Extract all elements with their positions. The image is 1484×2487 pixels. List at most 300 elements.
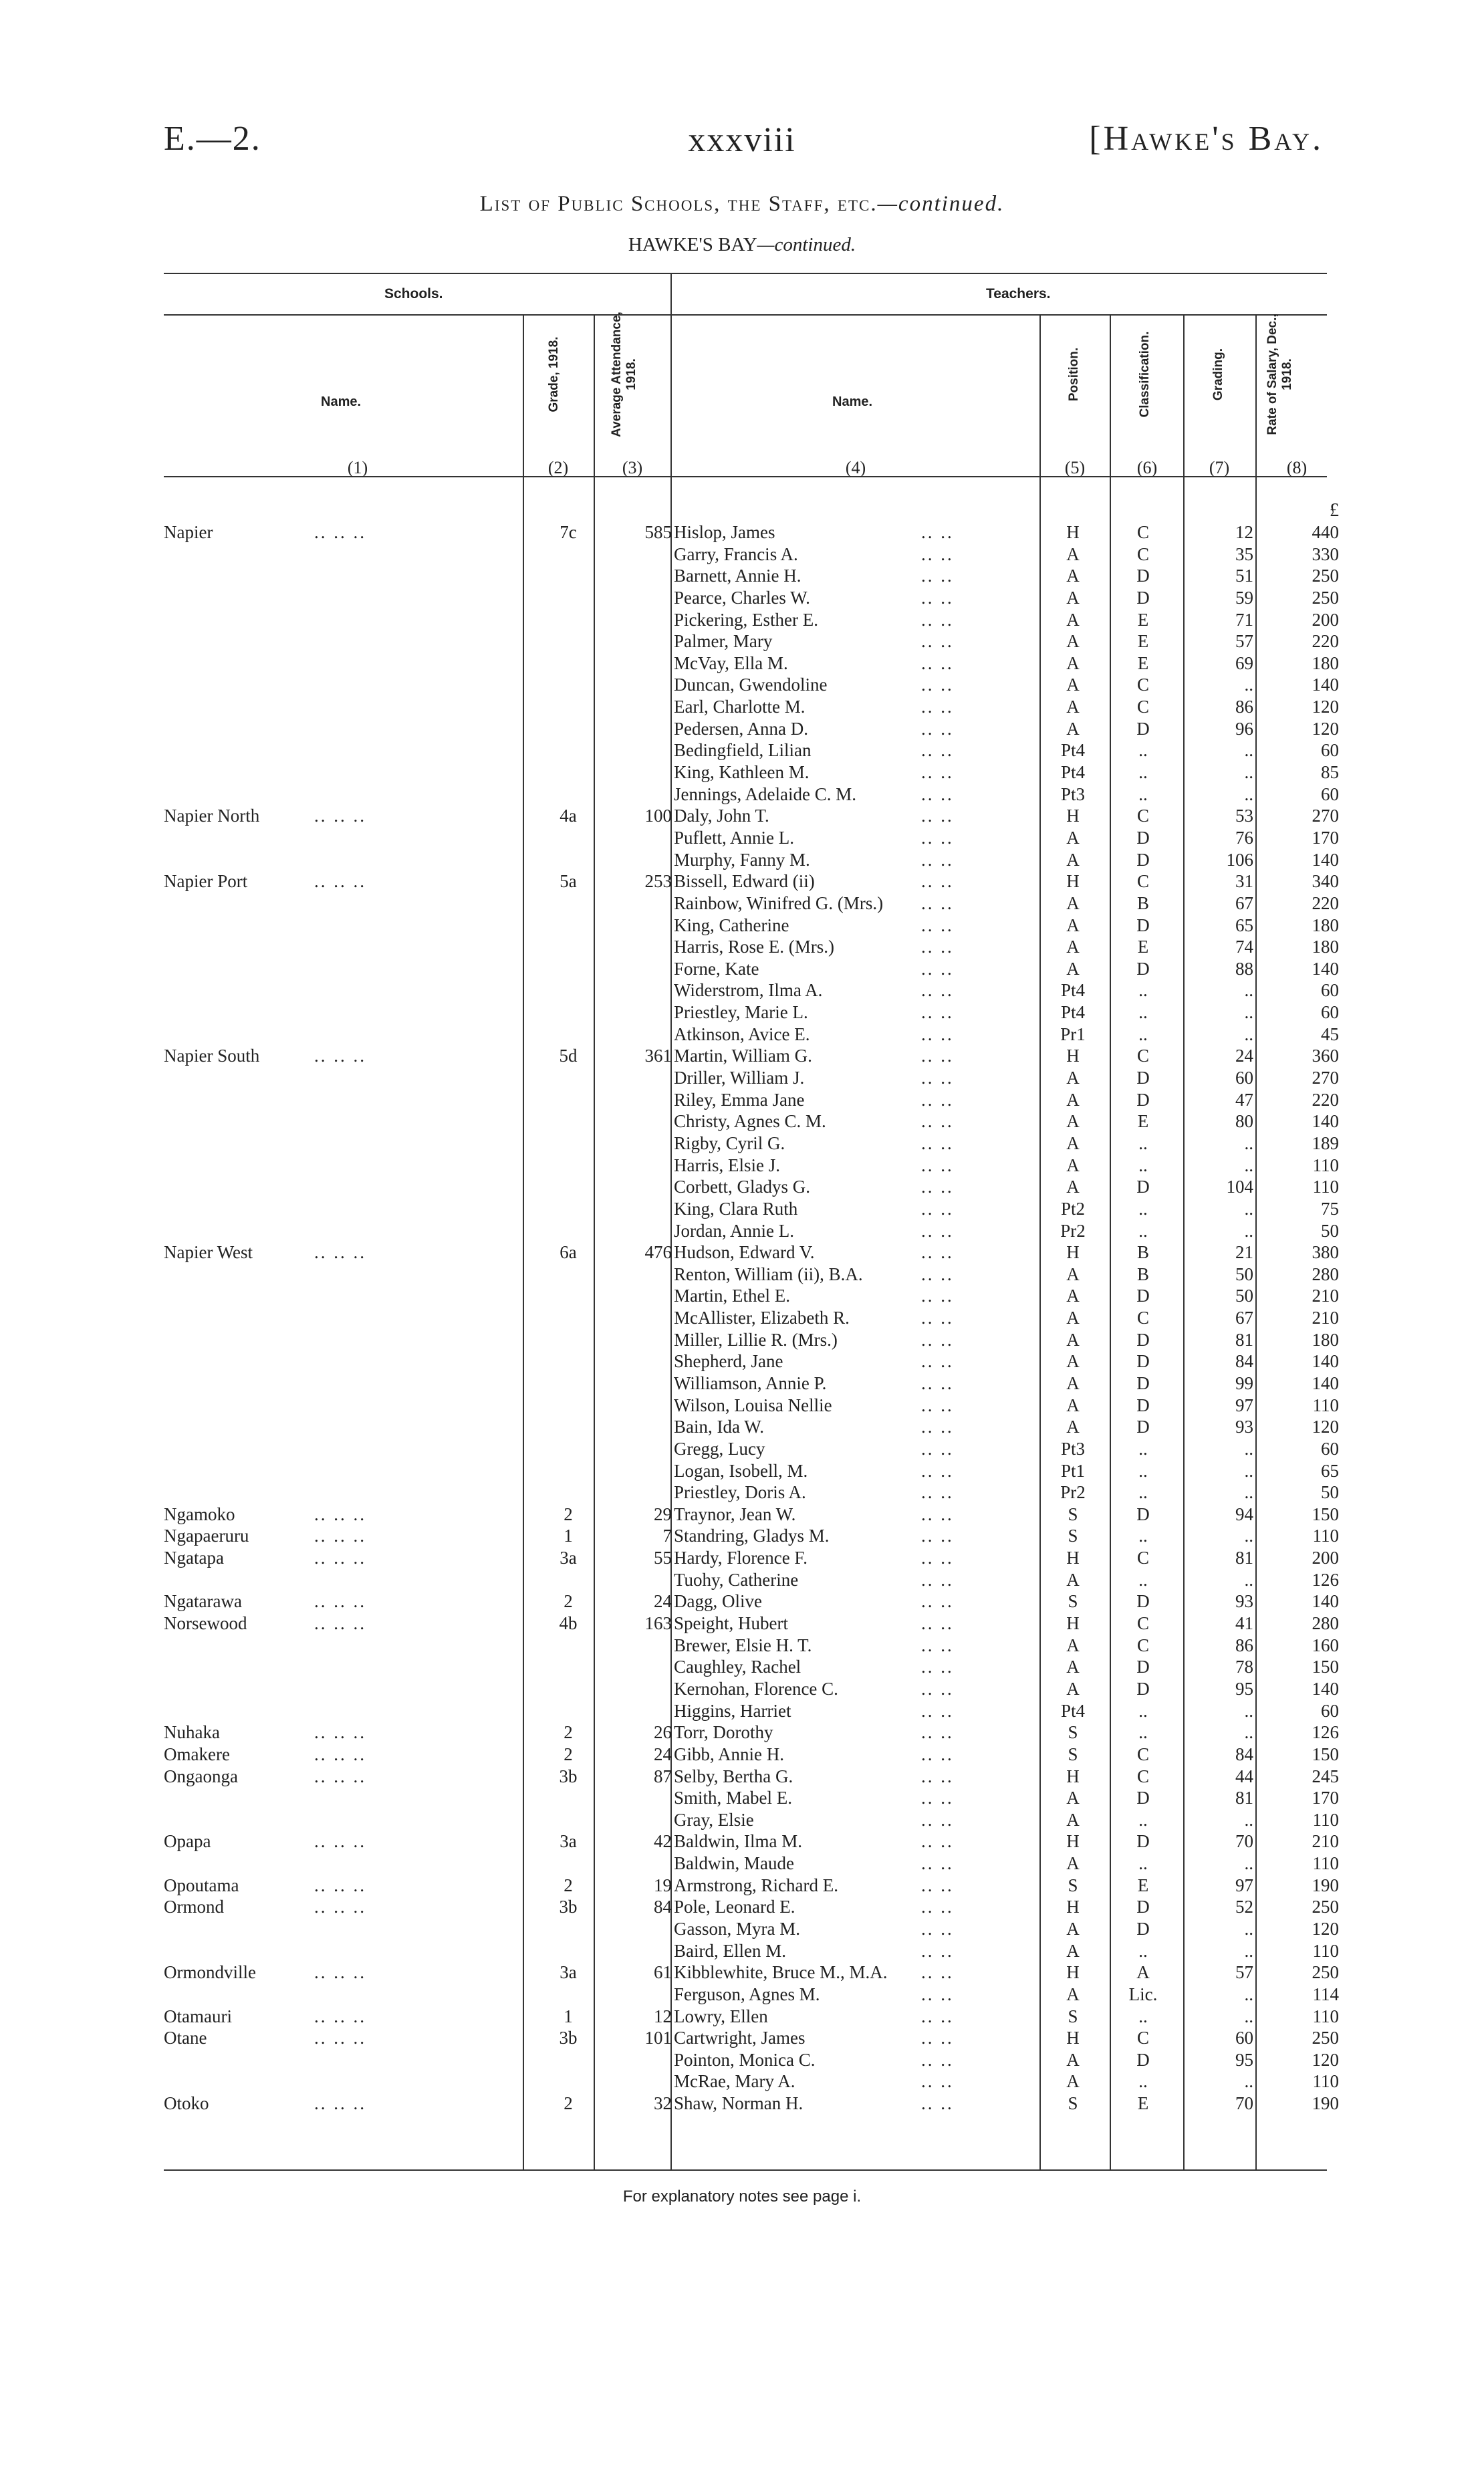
teacher-grading: 65 bbox=[1235, 915, 1253, 935]
teacher-salary: 270 bbox=[1312, 806, 1339, 826]
table-row bbox=[0, 1918, 1484, 1940]
teacher-salary: 110 bbox=[1312, 1940, 1339, 1961]
school-attendance: 24 bbox=[654, 1744, 672, 1764]
teacher-position: A bbox=[1066, 1155, 1080, 1175]
leader-dots: .. .. bbox=[921, 958, 954, 979]
table-row bbox=[0, 1984, 1484, 2006]
leader-dots: .. .. bbox=[921, 697, 954, 717]
teacher-grading: 94 bbox=[1235, 1504, 1253, 1524]
table-row bbox=[0, 1395, 1484, 1417]
teacher-position: Pt4 bbox=[1060, 762, 1086, 783]
leader-dots: .. .. bbox=[921, 1482, 954, 1503]
subheader-rule bbox=[164, 314, 1327, 316]
teacher-position: A bbox=[1066, 1308, 1080, 1328]
leader-dots: .. .. bbox=[921, 1220, 954, 1241]
school-name: Opoutama bbox=[164, 1875, 239, 1895]
teacher-classification: .. bbox=[1138, 1155, 1148, 1175]
teacher-name: Daly, John T. bbox=[674, 806, 769, 826]
leader-dots: .. .. bbox=[921, 675, 954, 695]
teacher-grading: 44 bbox=[1235, 1766, 1253, 1786]
teacher-classification: C bbox=[1136, 2028, 1149, 2048]
teacher-classification: C bbox=[1136, 697, 1149, 717]
school-name: Norsewood bbox=[164, 1613, 247, 1634]
teacher-position: A bbox=[1066, 1068, 1080, 1088]
teacher-salary: 75 bbox=[1321, 1198, 1339, 1219]
table-row bbox=[0, 1264, 1484, 1286]
col-number: (5) bbox=[1064, 458, 1086, 477]
teacher-salary: 220 bbox=[1312, 1089, 1339, 1110]
teacher-classification: B bbox=[1136, 893, 1149, 913]
teacher-name: Torr, Dorothy bbox=[674, 1722, 773, 1743]
teacher-name: Pearce, Charles W. bbox=[674, 587, 810, 608]
teacher-salary: 250 bbox=[1312, 587, 1339, 608]
table-row bbox=[0, 1438, 1484, 1460]
teacher-salary: 250 bbox=[1312, 566, 1339, 586]
teacher-grading: 57 bbox=[1235, 631, 1253, 652]
teacher-position: A bbox=[1066, 1940, 1080, 1961]
teacher-grading: 69 bbox=[1235, 653, 1253, 673]
leader-dots: .. .. bbox=[921, 1308, 954, 1328]
teacher-classification: .. bbox=[1138, 1438, 1148, 1459]
teacher-classification: .. bbox=[1138, 740, 1148, 761]
leader-dots: .. .. bbox=[921, 2006, 954, 2026]
teacher-name: Gregg, Lucy bbox=[674, 1438, 765, 1459]
teacher-salary: 190 bbox=[1312, 2093, 1339, 2114]
teacher-classification: D bbox=[1136, 1897, 1150, 1917]
teacher-classification: D bbox=[1136, 1417, 1150, 1437]
teacher-salary: 120 bbox=[1312, 1919, 1339, 1939]
leader-dots: .. .. bbox=[921, 1373, 954, 1393]
table-row bbox=[0, 1067, 1484, 1089]
teacher-name: Kernohan, Florence C. bbox=[674, 1678, 838, 1699]
teacher-salary: 330 bbox=[1312, 544, 1339, 564]
teacher-name: Higgins, Harriet bbox=[674, 1700, 791, 1721]
school-grade: 1 bbox=[564, 2006, 573, 2026]
teacher-grading: .. bbox=[1244, 1155, 1253, 1175]
leader-dots: .. .. bbox=[921, 849, 954, 870]
teacher-classification: D bbox=[1136, 2049, 1150, 2070]
teacher-position: H bbox=[1066, 1046, 1080, 1066]
teacher-name: Smith, Mabel E. bbox=[674, 1788, 792, 1808]
school-grade: 3a bbox=[560, 1548, 577, 1568]
teacher-name: Logan, Isobell, M. bbox=[674, 1460, 808, 1481]
teacher-classification: D bbox=[1136, 1351, 1150, 1372]
teacher-classification: C bbox=[1136, 1766, 1149, 1786]
teacher-position: A bbox=[1066, 958, 1080, 979]
leader-dots: .. .. bbox=[921, 1329, 954, 1350]
school-grade: 4a bbox=[560, 806, 577, 826]
teacher-salary: 160 bbox=[1312, 1635, 1339, 1655]
teacher-position: Pt2 bbox=[1060, 1198, 1086, 1219]
teacher-classification: D bbox=[1136, 849, 1150, 870]
leader-dots: .. .. bbox=[921, 871, 954, 892]
teacher-classification: Lic. bbox=[1128, 1984, 1158, 2004]
school-name: Opapa bbox=[164, 1831, 211, 1852]
teacher-salary: 245 bbox=[1312, 1766, 1339, 1786]
teacher-classification: A bbox=[1136, 1962, 1150, 1983]
teacher-salary: 120 bbox=[1312, 718, 1339, 739]
teacher-salary: 110 bbox=[1312, 2006, 1339, 2026]
teacher-name: Hislop, James bbox=[674, 522, 775, 542]
teacher-grading: 95 bbox=[1235, 2049, 1253, 2070]
leader-dots: .. .. .. bbox=[314, 1526, 366, 1546]
leader-dots: .. .. bbox=[921, 1417, 954, 1437]
teacher-grading: .. bbox=[1244, 1133, 1253, 1153]
table-row bbox=[0, 1590, 1484, 1613]
teacher-salary: 140 bbox=[1312, 849, 1339, 870]
teacher-classification: B bbox=[1136, 1264, 1149, 1284]
grade-header: Grade, 1918. bbox=[547, 336, 561, 412]
school-name: Napier Port bbox=[164, 871, 248, 892]
teacher-grading: .. bbox=[1244, 1482, 1253, 1503]
teacher-name: King, Clara Ruth bbox=[674, 1198, 798, 1219]
classification-header: Classification. bbox=[1138, 331, 1152, 418]
teacher-grading: .. bbox=[1244, 1853, 1253, 1874]
leader-dots: .. .. bbox=[921, 1919, 954, 1939]
teacher-grading: .. bbox=[1244, 1569, 1253, 1590]
teacher-position: Pt1 bbox=[1060, 1460, 1086, 1481]
teacher-classification: D bbox=[1136, 1678, 1150, 1699]
school-grade: 5d bbox=[559, 1046, 578, 1066]
teacher-classification: B bbox=[1136, 1242, 1149, 1263]
school-name: Omakere bbox=[164, 1744, 230, 1764]
leader-dots: .. .. bbox=[921, 1940, 954, 1961]
col-number: (8) bbox=[1286, 458, 1308, 477]
teacher-grading: 67 bbox=[1235, 1308, 1253, 1328]
table-row bbox=[0, 1787, 1484, 1809]
teacher-salary: 140 bbox=[1312, 675, 1339, 695]
teacher-name: Forne, Kate bbox=[674, 958, 759, 979]
teacher-name: Jennings, Adelaide C. M. bbox=[674, 784, 856, 804]
table-row bbox=[0, 1830, 1484, 1853]
table-row bbox=[0, 1220, 1484, 1242]
teacher-grading: .. bbox=[1244, 1940, 1253, 1961]
school-attendance: 100 bbox=[644, 806, 672, 826]
teacher-grading: 41 bbox=[1235, 1613, 1253, 1634]
table-row bbox=[0, 1024, 1484, 1046]
school-attendance: 87 bbox=[654, 1766, 672, 1786]
leader-dots: .. .. bbox=[921, 1548, 954, 1568]
table-row bbox=[0, 870, 1484, 893]
leader-dots: .. .. .. bbox=[314, 1722, 366, 1743]
page-title: List of Public Schools, the Staff, etc.—continued. bbox=[479, 192, 1005, 216]
teacher-name: Duncan, Gwendoline bbox=[674, 675, 828, 695]
page-ref-right: [Hawke's Bay. bbox=[1089, 120, 1324, 158]
leader-dots: .. .. bbox=[921, 1395, 954, 1415]
leader-dots: .. .. bbox=[921, 1504, 954, 1524]
teacher-name: Bedingfield, Lilian bbox=[674, 740, 812, 761]
table-row bbox=[0, 936, 1484, 958]
teacher-grading: 53 bbox=[1235, 806, 1253, 826]
table-row bbox=[0, 1656, 1484, 1678]
teacher-position: A bbox=[1066, 1286, 1080, 1306]
teacher-name: Harris, Rose E. (Mrs.) bbox=[674, 937, 834, 957]
teacher-classification: .. bbox=[1138, 1940, 1148, 1961]
teacher-classification: E bbox=[1137, 631, 1149, 652]
teacher-classification: C bbox=[1136, 1635, 1149, 1655]
teacher-name: Wilson, Louisa Nellie bbox=[674, 1395, 832, 1415]
teacher-salary: 140 bbox=[1312, 1678, 1339, 1699]
school-grade: 2 bbox=[564, 1591, 573, 1612]
teacher-salary: 180 bbox=[1312, 937, 1339, 957]
teacher-salary: 110 bbox=[1312, 1809, 1339, 1830]
teacher-salary: 170 bbox=[1312, 827, 1339, 848]
school-grade: 3b bbox=[559, 1897, 578, 1917]
table-row bbox=[0, 1045, 1484, 1067]
teacher-classification: D bbox=[1136, 718, 1150, 739]
col-number: (1) bbox=[347, 458, 368, 477]
school-attendance: 585 bbox=[644, 522, 672, 542]
teacher-salary: 120 bbox=[1312, 2049, 1339, 2070]
teacher-salary: 60 bbox=[1321, 740, 1339, 761]
table-row bbox=[0, 1155, 1484, 1177]
teacher-salary: 110 bbox=[1312, 1177, 1339, 1197]
teacher-classification: D bbox=[1136, 1591, 1150, 1612]
table-row bbox=[0, 2027, 1484, 2049]
teacher-name: Christy, Agnes C. M. bbox=[674, 1111, 826, 1132]
leader-dots: .. .. bbox=[921, 587, 954, 608]
teacher-classification: .. bbox=[1138, 762, 1148, 783]
teacher-salary: 180 bbox=[1312, 653, 1339, 673]
teacher-name: Jordan, Annie L. bbox=[674, 1220, 794, 1241]
teacher-position: A bbox=[1066, 1417, 1080, 1437]
teacher-name: Gasson, Myra M. bbox=[674, 1919, 800, 1939]
teacher-position: S bbox=[1068, 1526, 1078, 1546]
school-attendance: 253 bbox=[644, 871, 672, 892]
teacher-position: A bbox=[1066, 1809, 1080, 1830]
table-row bbox=[0, 1635, 1484, 1657]
school-name: Napier West bbox=[164, 1242, 253, 1263]
leader-dots: .. .. bbox=[921, 1569, 954, 1590]
teacher-position: A bbox=[1066, 718, 1080, 739]
teacher-name: Armstrong, Richard E. bbox=[674, 1875, 838, 1895]
teacher-salary: 126 bbox=[1312, 1722, 1339, 1743]
table-row bbox=[0, 958, 1484, 980]
school-name: Napier North bbox=[164, 806, 260, 826]
table-row bbox=[0, 2006, 1484, 2028]
table-row bbox=[0, 2070, 1484, 2093]
teacher-salary: 50 bbox=[1321, 1220, 1339, 1241]
teacher-salary: 150 bbox=[1312, 1744, 1339, 1764]
teacher-classification: .. bbox=[1138, 1809, 1148, 1830]
leader-dots: .. .. bbox=[921, 1635, 954, 1655]
leader-dots: .. .. .. bbox=[314, 1766, 366, 1786]
table-row bbox=[0, 1766, 1484, 1788]
teacher-position: S bbox=[1068, 1875, 1078, 1895]
leader-dots: .. .. .. bbox=[314, 1548, 366, 1568]
teacher-salary: 360 bbox=[1312, 1046, 1339, 1066]
school-attendance: 26 bbox=[654, 1722, 672, 1743]
teacher-salary: 210 bbox=[1312, 1831, 1339, 1852]
school-name: Ongaonga bbox=[164, 1766, 238, 1786]
teacher-grading: 31 bbox=[1235, 871, 1253, 892]
leader-dots: .. .. bbox=[921, 806, 954, 826]
school-attendance: 7 bbox=[662, 1526, 672, 1546]
leader-dots: .. .. bbox=[921, 1438, 954, 1459]
leader-dots: .. .. bbox=[921, 1984, 954, 2004]
teacher-position: A bbox=[1066, 544, 1080, 564]
teacher-salary: 250 bbox=[1312, 1962, 1339, 1983]
teacher-name: Pole, Leonard E. bbox=[674, 1897, 795, 1917]
teacher-salary: 220 bbox=[1312, 631, 1339, 652]
leader-dots: .. .. bbox=[921, 1766, 954, 1786]
table-row bbox=[0, 1875, 1484, 1897]
currency-symbol: £ bbox=[1330, 500, 1339, 521]
leader-dots: .. .. bbox=[921, 980, 954, 1001]
teacher-classification: D bbox=[1136, 827, 1150, 848]
school-attendance: 476 bbox=[644, 1242, 672, 1263]
school-attendance: 24 bbox=[654, 1591, 672, 1612]
teacher-name: Shepherd, Jane bbox=[674, 1351, 783, 1372]
teacher-salary: 180 bbox=[1312, 1329, 1339, 1350]
teacher-salary: 60 bbox=[1321, 1002, 1339, 1023]
leader-dots: .. .. bbox=[921, 1286, 954, 1306]
leader-dots: .. .. bbox=[921, 1460, 954, 1481]
teacher-grading: 71 bbox=[1235, 609, 1253, 630]
table-row bbox=[0, 630, 1484, 653]
teacher-grading: .. bbox=[1244, 675, 1253, 695]
teacher-grading: 76 bbox=[1235, 827, 1253, 848]
teacher-name: Bissell, Edward (ii) bbox=[674, 871, 815, 892]
teacher-salary: 280 bbox=[1312, 1613, 1339, 1634]
table-row bbox=[0, 674, 1484, 696]
teacher-name: Atkinson, Avice E. bbox=[674, 1024, 810, 1044]
table-row bbox=[0, 1001, 1484, 1024]
teacher-name: McAllister, Elizabeth R. bbox=[674, 1308, 850, 1328]
teacher-grading: 97 bbox=[1235, 1395, 1253, 1415]
table-row bbox=[0, 544, 1484, 566]
teacher-salary: 126 bbox=[1312, 1569, 1339, 1590]
teacher-position: A bbox=[1066, 1657, 1080, 1677]
school-name: Ngatarawa bbox=[164, 1591, 242, 1612]
teacher-grading: 84 bbox=[1235, 1351, 1253, 1372]
teacher-salary: 110 bbox=[1312, 2071, 1339, 2092]
col-number: (4) bbox=[845, 458, 866, 477]
teacher-grading: .. bbox=[1244, 1984, 1253, 2004]
teacher-grading: 86 bbox=[1235, 1635, 1253, 1655]
teacher-grading: .. bbox=[1244, 740, 1253, 761]
school-name: Ormondville bbox=[164, 1962, 256, 1983]
teacher-grading: 80 bbox=[1235, 1111, 1253, 1132]
leader-dots: .. .. bbox=[921, 1351, 954, 1372]
teacher-classification: C bbox=[1136, 1046, 1149, 1066]
school-attendance: 19 bbox=[654, 1875, 672, 1895]
teacher-name: Speight, Hubert bbox=[674, 1613, 788, 1634]
teacher-classification: .. bbox=[1138, 1002, 1148, 1023]
teacher-grading: 88 bbox=[1235, 958, 1253, 979]
teacher-position: S bbox=[1068, 2006, 1078, 2026]
teacher-position: Pt4 bbox=[1060, 740, 1086, 761]
teacher-position: H bbox=[1066, 871, 1080, 892]
teacher-name: Tuohy, Catherine bbox=[674, 1569, 799, 1590]
page-subtitle: HAWKE'S BAY—continued. bbox=[628, 234, 856, 255]
teacher-classification: .. bbox=[1138, 1700, 1148, 1721]
teacher-name: Widerstrom, Ilma A. bbox=[674, 980, 823, 1001]
leader-dots: .. .. .. bbox=[314, 522, 366, 542]
teacher-classification: E bbox=[1137, 653, 1149, 673]
teacher-grading: 78 bbox=[1235, 1657, 1253, 1677]
teacher-name: Gibb, Annie H. bbox=[674, 1744, 784, 1764]
teacher-position: H bbox=[1066, 1831, 1080, 1852]
teacher-name: Earl, Charlotte M. bbox=[674, 697, 806, 717]
teacher-position: A bbox=[1066, 566, 1080, 586]
teacher-position: Pt3 bbox=[1060, 784, 1086, 804]
col-number: (7) bbox=[1209, 458, 1230, 477]
col-number: (6) bbox=[1136, 458, 1158, 477]
teacher-classification: .. bbox=[1138, 2006, 1148, 2026]
leader-dots: .. .. .. bbox=[314, 1962, 366, 1983]
teacher-position: H bbox=[1066, 1548, 1080, 1568]
table-row bbox=[0, 1940, 1484, 1962]
table-row bbox=[0, 1744, 1484, 1766]
teacher-salary: 270 bbox=[1312, 1068, 1339, 1088]
table-row bbox=[0, 1504, 1484, 1526]
teacher-name: Palmer, Mary bbox=[674, 631, 773, 652]
school-grade: 2 bbox=[564, 2093, 573, 2114]
leader-dots: .. .. bbox=[921, 1788, 954, 1808]
teacher-position: A bbox=[1066, 1111, 1080, 1132]
teacher-classification: D bbox=[1136, 1657, 1150, 1677]
teacher-salary: 280 bbox=[1312, 1264, 1339, 1284]
leader-dots: .. .. .. bbox=[314, 2093, 366, 2114]
teacher-name: Barnett, Annie H. bbox=[674, 566, 801, 586]
teacher-salary: 50 bbox=[1321, 1482, 1339, 1503]
teacher-salary: 440 bbox=[1312, 522, 1339, 542]
teacher-name: Caughley, Rachel bbox=[674, 1657, 801, 1677]
teacher-position: Pt4 bbox=[1060, 1700, 1086, 1721]
teacher-classification: C bbox=[1136, 1744, 1149, 1764]
school-grade: 3a bbox=[560, 1831, 577, 1852]
teacher-position: Pt3 bbox=[1060, 1438, 1086, 1459]
teacher-grading: 99 bbox=[1235, 1373, 1253, 1393]
teacher-grading: .. bbox=[1244, 2071, 1253, 2092]
teacher-name: Lowry, Ellen bbox=[674, 2006, 768, 2026]
teacher-classification: D bbox=[1136, 1504, 1150, 1524]
schools-group-header: Schools. bbox=[384, 286, 443, 302]
leader-dots: .. .. bbox=[921, 1875, 954, 1895]
teacher-salary: 110 bbox=[1312, 1155, 1339, 1175]
teacher-position: H bbox=[1066, 806, 1080, 826]
leader-dots: .. .. bbox=[921, 1068, 954, 1088]
table-row bbox=[0, 1700, 1484, 1722]
teacher-grading: 60 bbox=[1235, 1068, 1253, 1088]
teacher-grading: 57 bbox=[1235, 1962, 1253, 1983]
teacher-name: Martin, William G. bbox=[674, 1046, 812, 1066]
teacher-grading: 104 bbox=[1226, 1177, 1253, 1197]
teacher-classification: C bbox=[1136, 675, 1149, 695]
leader-dots: .. .. .. bbox=[314, 1242, 366, 1263]
teacher-classification: D bbox=[1136, 1831, 1150, 1852]
school-attendance: 42 bbox=[654, 1831, 672, 1852]
table-row bbox=[0, 1482, 1484, 1504]
leader-dots: .. .. .. bbox=[314, 2006, 366, 2026]
teacher-grading: 84 bbox=[1235, 1744, 1253, 1764]
school-name: Otane bbox=[164, 2028, 207, 2048]
position-header: Position. bbox=[1067, 347, 1081, 402]
table-row bbox=[0, 565, 1484, 587]
teacher-position: H bbox=[1066, 1897, 1080, 1917]
teacher-name: Driller, William J. bbox=[674, 1068, 805, 1088]
teacher-grading: .. bbox=[1244, 1002, 1253, 1023]
teacher-grading: 70 bbox=[1235, 1831, 1253, 1852]
leader-dots: .. .. bbox=[921, 566, 954, 586]
teacher-classification: C bbox=[1136, 522, 1149, 542]
teacher-salary: 114 bbox=[1312, 1984, 1339, 2004]
school-grade: 2 bbox=[564, 1722, 573, 1743]
teacher-name: Hardy, Florence F. bbox=[674, 1548, 808, 1568]
teacher-grading: 93 bbox=[1235, 1417, 1253, 1437]
teacher-position: A bbox=[1066, 697, 1080, 717]
